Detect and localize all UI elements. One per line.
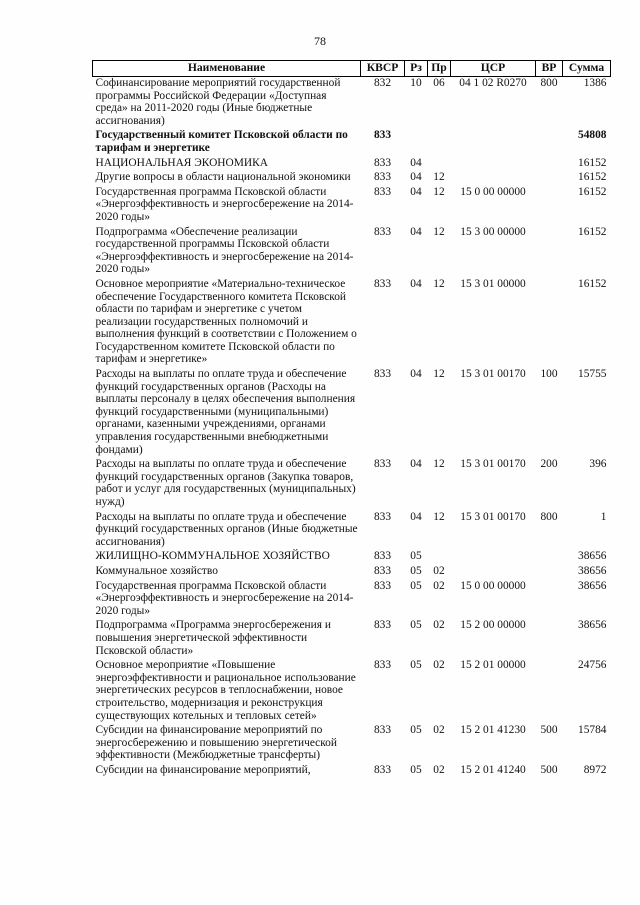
cell-vr: 500: [540, 724, 558, 737]
header-vr: ВР: [536, 61, 563, 77]
cell-kvsr: 833: [373, 619, 392, 632]
cell-csr: 15 3 01 00170: [460, 368, 526, 381]
cell-pr: 12: [433, 225, 445, 238]
cell-name: Государственный комитет Псковской области по тарифам и энергетике: [95, 129, 348, 154]
cell-pr: 02: [433, 579, 445, 592]
cell-csr: 15 2 01 41230: [460, 724, 526, 737]
cell-vr: 100: [540, 368, 558, 381]
cell-name: ЖИЛИЩНО-КОММУНАЛЬНОЕ ХОЗЯЙСТВО: [95, 550, 330, 563]
cell-vr: [536, 563, 563, 578]
cell-pr: 12: [433, 185, 445, 198]
table-row: [93, 578, 611, 618]
cell-kvsr: 833: [373, 368, 392, 381]
cell-pr: 12: [433, 458, 445, 471]
cell-rz: 04: [410, 171, 422, 184]
cell-pr: 02: [433, 724, 445, 737]
cell-name: Расходы на выплаты по оплате труда и обеспечение функций государственных органов (Закупка товаров, работ и услуг для государственных (муниципальных) нужд): [95, 458, 356, 508]
cell-name: Коммунальное хозяйство: [95, 564, 218, 577]
cell-name: Субсидии на финансирование мероприятий по энергосбережению и повышению энергетической эффективности (Межбюджетные трансферты): [95, 724, 337, 762]
table-row: [93, 762, 611, 777]
cell-vr: [536, 548, 563, 563]
cell-name: Подпрограмма «Программа энергосбережения и повышения энергетической эффективности Псковской области»: [95, 619, 331, 657]
cell-rz: 05: [410, 763, 422, 776]
cell-vr: [536, 224, 563, 276]
cell-rz: 04: [410, 156, 422, 169]
cell-vr: [536, 578, 563, 618]
cell-sum: 15755: [578, 368, 607, 381]
cell-pr: [428, 155, 451, 170]
cell-sum: 16152: [578, 185, 607, 198]
cell-name: Подпрограмма «Обеспечение реализации государственной программы Псковской области «Энергоэффективность и энергосбережение на 2014-2020 годы»: [95, 225, 354, 276]
cell-sum: 54808: [578, 129, 607, 142]
cell-csr: 15 0 00 00000: [460, 579, 526, 592]
cell-sum: 8972: [583, 763, 607, 776]
cell-name: Субсидии на финансирование мероприятий,: [95, 763, 311, 776]
table-row: [93, 563, 611, 578]
table-row: [93, 456, 611, 508]
cell-vr: [536, 169, 563, 184]
cell-csr: 04 1 02 R0270: [459, 77, 527, 89]
cell-vr: 500: [540, 763, 558, 776]
cell-rz: 04: [410, 458, 422, 471]
cell-rz: 05: [410, 550, 422, 563]
cell-rz: 04: [410, 277, 422, 290]
cell-rz: 05: [410, 619, 422, 632]
cell-sum: 16152: [578, 171, 607, 184]
cell-vr: 800: [540, 510, 558, 523]
cell-sum: 38656: [578, 619, 607, 632]
cell-sum: 16152: [578, 156, 607, 169]
cell-name: Софинансирование мероприятий государственной программы Российской Федерации «Доступная среда» на 2011-2020 годы (Иные бюджетные ассигнования): [95, 77, 341, 127]
budget-table: [92, 60, 611, 776]
cell-csr: 15 2 01 41240: [460, 763, 526, 776]
cell-vr: [536, 155, 563, 170]
table-row: [93, 184, 611, 224]
table-row: [93, 366, 611, 456]
cell-pr: 06: [433, 77, 445, 89]
cell-sum: 15784: [578, 724, 607, 737]
cell-kvsr: 832: [373, 77, 392, 89]
cell-name: Государственная программа Псковской области «Энергоэффективность и энергосбережение на 2014-2020 годы»: [95, 185, 354, 223]
table-row: [93, 276, 611, 366]
page-number: 78: [314, 34, 326, 48]
cell-sum: 38656: [578, 564, 607, 577]
header-pr: Пр: [428, 61, 451, 77]
cell-sum: 16152: [578, 277, 607, 290]
table-row: [93, 657, 611, 722]
table-row: [93, 155, 611, 170]
cell-kvsr: 833: [373, 171, 392, 184]
cell-pr: 02: [433, 564, 445, 577]
cell-pr: [428, 127, 451, 154]
table-row: [93, 548, 611, 563]
cell-name: Основное мероприятие «Повышение энергоэффективности и рациональное использование энергетических ресурсов в теплоснабжении, новое строительство, модернизация и реконструкция существующих котельных и тепловых сетей»: [95, 659, 356, 722]
cell-name: Основное мероприятие «Материально-техническое обеспечение Государственного комитета Псковской области по тарифам и энергетике с учетом реализации государственных полномочий и выполнения функций в соответствии с Положением о Государственном комитете Псковской области по тарифам и энергетике»: [95, 277, 357, 366]
cell-sum: 1: [600, 510, 607, 523]
cell-pr: 02: [433, 659, 445, 672]
cell-kvsr: 833: [373, 225, 392, 238]
table-row: [93, 722, 611, 762]
cell-sum: 24756: [578, 659, 607, 672]
cell-vr: [536, 617, 563, 657]
cell-pr: [428, 548, 451, 563]
cell-sum: 396: [589, 458, 607, 471]
cell-kvsr: 833: [373, 724, 392, 737]
cell-csr: 15 2 00 00000: [460, 619, 526, 632]
header-sum: Сумма: [563, 61, 611, 77]
cell-rz: 05: [410, 564, 422, 577]
cell-rz: 04: [410, 225, 422, 238]
cell-sum: 38656: [578, 550, 607, 563]
cell-rz: 05: [410, 724, 422, 737]
cell-name: НАЦИОНАЛЬНАЯ ЭКОНОМИКА: [95, 156, 268, 169]
header-csr: ЦСР: [451, 61, 536, 77]
table-row: [93, 224, 611, 276]
cell-csr: 15 3 01 00000: [460, 277, 526, 290]
cell-csr: [451, 155, 536, 170]
cell-csr: 15 0 00 00000: [460, 185, 526, 198]
cell-rz: 10: [410, 77, 422, 89]
cell-name: Другие вопросы в области национальной экономики: [95, 171, 351, 184]
cell-csr: 15 2 01 00000: [460, 659, 526, 672]
cell-csr: 15 3 01 00170: [460, 458, 526, 471]
cell-rz: 04: [410, 368, 422, 381]
cell-rz: [405, 127, 428, 154]
cell-sum: 16152: [578, 225, 607, 238]
header-rz: Рз: [405, 61, 428, 77]
table-row: [93, 127, 611, 154]
table-row: [93, 617, 611, 657]
cell-name: Расходы на выплаты по оплате труда и обеспечение функций государственных органов (Расходы на выплаты персоналу в целях обеспечения выполнения функций государственными (муниципальными) органами, казенными учреждениями, органами управления государственными внебюджетными фондами): [95, 368, 356, 456]
cell-kvsr: 833: [373, 763, 392, 776]
cell-pr: 02: [433, 619, 445, 632]
cell-kvsr: 833: [373, 156, 392, 169]
cell-csr: 15 3 01 00170: [460, 510, 526, 523]
cell-kvsr: 833: [373, 550, 392, 563]
cell-csr: [451, 548, 536, 563]
table-header-row: [93, 61, 611, 77]
cell-kvsr: 833: [373, 129, 392, 142]
cell-vr: [536, 276, 563, 366]
cell-rz: 05: [410, 659, 422, 672]
cell-kvsr: 833: [373, 277, 392, 290]
table-row: [93, 169, 611, 184]
cell-pr: 02: [433, 763, 445, 776]
cell-kvsr: 833: [373, 564, 392, 577]
cell-vr: [536, 127, 563, 154]
cell-pr: 12: [433, 368, 445, 381]
cell-vr: 800: [540, 77, 558, 89]
cell-rz: 04: [410, 510, 422, 523]
cell-kvsr: 833: [373, 510, 392, 523]
cell-kvsr: 833: [373, 659, 392, 672]
header-name: Наименование: [93, 61, 361, 77]
cell-csr: 15 3 00 00000: [460, 225, 526, 238]
cell-pr: 12: [433, 510, 445, 523]
cell-name: Расходы на выплаты по оплате труда и обеспечение функций государственных органов (Иные бюджетные ассигнования): [95, 510, 358, 548]
header-kvsr: КВСР: [361, 61, 405, 77]
cell-name: Государственная программа Псковской области «Энергоэффективность и энергосбережение на 2014-2020 годы»: [95, 579, 354, 617]
cell-kvsr: 833: [373, 579, 392, 592]
cell-vr: 200: [540, 458, 558, 471]
cell-sum: 1386: [583, 77, 607, 89]
cell-csr: [451, 127, 536, 154]
cell-kvsr: 833: [373, 458, 392, 471]
cell-sum: 38656: [578, 579, 607, 592]
cell-pr: 12: [433, 171, 445, 184]
table-row: [93, 509, 611, 549]
cell-rz: 04: [410, 185, 422, 198]
cell-vr: [536, 657, 563, 722]
cell-vr: [536, 184, 563, 224]
cell-rz: 05: [410, 579, 422, 592]
table-body: [93, 77, 611, 777]
cell-kvsr: 833: [373, 185, 392, 198]
cell-csr: [451, 169, 536, 184]
cell-csr: [451, 563, 536, 578]
cell-pr: 12: [433, 277, 445, 290]
table-row: [93, 77, 611, 128]
